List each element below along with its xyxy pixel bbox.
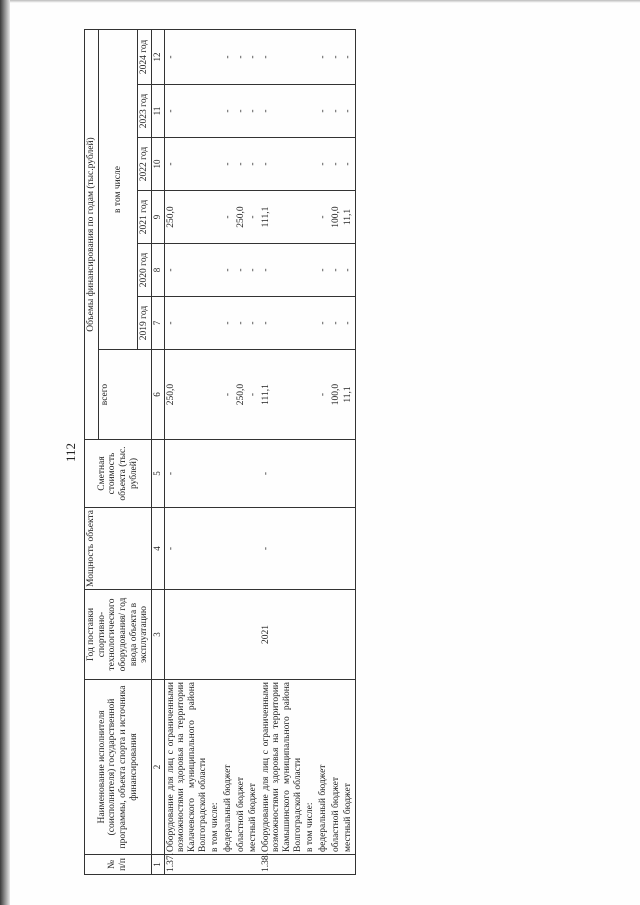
table-row-main xyxy=(260,29,305,874)
col-index: 2 xyxy=(151,680,164,855)
source-2022: - xyxy=(317,138,330,191)
row-total: 111,1 xyxy=(260,350,305,440)
row-number: 1.38. xyxy=(260,855,305,875)
source-2019: - xyxy=(330,297,343,350)
source-2022: - xyxy=(330,138,343,191)
header-2023: 2023 год xyxy=(138,85,152,138)
source-2022: - xyxy=(247,138,260,191)
table-row-local xyxy=(247,29,260,874)
source-total: - xyxy=(247,350,260,440)
row-2023: - xyxy=(260,85,305,138)
table-row-main xyxy=(164,29,209,874)
including-label: в том числе: xyxy=(209,680,222,855)
row-2021: 250,0 xyxy=(164,191,209,244)
header-2021: 2021 год xyxy=(138,191,152,244)
source-label: федеральный бюджет xyxy=(222,680,235,855)
table-row-regional xyxy=(330,29,343,874)
column-index-row xyxy=(151,29,164,874)
source-2022: - xyxy=(235,138,248,191)
col-index: 5 xyxy=(151,440,164,508)
table-row-local xyxy=(342,29,355,874)
row-total: 250,0 xyxy=(164,350,209,440)
source-2022: - xyxy=(222,138,235,191)
col-index: 12 xyxy=(151,29,164,84)
source-2023: - xyxy=(222,85,235,138)
source-2019: - xyxy=(222,297,235,350)
header-num: № п/п xyxy=(85,855,152,875)
table-row-including xyxy=(209,29,222,874)
source-label: областной бюджет xyxy=(235,680,248,855)
source-2021: - xyxy=(222,191,235,244)
col-index: 1 xyxy=(151,855,164,875)
source-label: местный бюджет xyxy=(342,680,355,855)
row-2022: - xyxy=(164,138,209,191)
source-2023: - xyxy=(247,85,260,138)
table-row-including xyxy=(304,29,317,874)
header-total: всего xyxy=(98,350,151,440)
row-year xyxy=(164,590,209,680)
col-index: 10 xyxy=(151,138,164,191)
source-total: - xyxy=(317,350,330,440)
col-index: 3 xyxy=(151,590,164,680)
table-row-federal xyxy=(222,29,235,874)
source-2020: - xyxy=(235,244,248,297)
source-2024: - xyxy=(330,29,343,84)
rotated-content xyxy=(60,30,525,875)
col-index: 11 xyxy=(151,85,164,138)
row-cost: - xyxy=(260,440,305,508)
header-2019: 2019 год xyxy=(138,297,152,350)
col-index: 6 xyxy=(151,350,164,440)
source-2023: - xyxy=(317,85,330,138)
source-2023: - xyxy=(235,85,248,138)
source-label: местный бюджет xyxy=(247,680,260,855)
source-2020: - xyxy=(247,244,260,297)
source-total: - xyxy=(222,350,235,440)
table-row-federal xyxy=(317,29,330,874)
row-2024: - xyxy=(164,29,209,84)
source-label: областной бюджет xyxy=(330,680,343,855)
row-2024: - xyxy=(260,29,305,84)
source-2019: - xyxy=(342,297,355,350)
header-cost: Сметная стоимость объекта (тыс. рублей) xyxy=(85,440,152,508)
source-2019: - xyxy=(235,297,248,350)
header-2024: 2024 год xyxy=(138,29,152,84)
source-power xyxy=(222,508,235,590)
col-index: 4 xyxy=(151,508,164,590)
row-power: - xyxy=(164,508,209,590)
source-label: федеральный бюджет xyxy=(317,680,330,855)
header-row-1 xyxy=(85,29,99,874)
header-including: в том числе xyxy=(98,29,138,349)
source-2021: 11,1 xyxy=(342,191,355,244)
row-name: Оборудование для лиц с ограниченными возможностями здоровья на территории Калачевского муниципального района Волгоградской области xyxy=(164,680,209,855)
row-number: 1.37. xyxy=(164,855,209,875)
scan-top-edge xyxy=(10,0,640,3)
source-2021: 250,0 xyxy=(235,191,248,244)
source-2021: 100,0 xyxy=(330,191,343,244)
source-2023: - xyxy=(342,85,355,138)
source-2024: - xyxy=(317,29,330,84)
source-total: 250,0 xyxy=(235,350,248,440)
header-power: Мощность объекта xyxy=(85,508,152,590)
source-2024: - xyxy=(235,29,248,84)
header-year: Год поставки спортивно-технологического оборудования/ год ввода объекта в эксплуатацию xyxy=(85,590,152,680)
source-2020: - xyxy=(342,244,355,297)
header-2020: 2020 год xyxy=(138,244,152,297)
row-2021: 111,1 xyxy=(260,191,305,244)
source-2020: - xyxy=(330,244,343,297)
col-index: 8 xyxy=(151,244,164,297)
row-name: Оборудование для лиц с ограниченными возможностями здоровья на территории Камышинского муниципального района Волгоградской области xyxy=(260,680,305,855)
source-2021: - xyxy=(247,191,260,244)
col-index: 7 xyxy=(151,297,164,350)
source-2024: - xyxy=(342,29,355,84)
header-2022: 2022 год xyxy=(138,138,152,191)
source-total: 11,1 xyxy=(342,350,355,440)
table-row-regional xyxy=(235,29,248,874)
source-2021: - xyxy=(317,191,330,244)
row-power: - xyxy=(260,508,305,590)
scan-shadow-edge xyxy=(0,0,10,905)
page-number: 112 xyxy=(63,442,78,463)
source-2022: - xyxy=(342,138,355,191)
row-2019: - xyxy=(164,297,209,350)
source-2024: - xyxy=(247,29,260,84)
source-total: 100,0 xyxy=(330,350,343,440)
source-2020: - xyxy=(222,244,235,297)
source-2019: - xyxy=(247,297,260,350)
source-2020: - xyxy=(317,244,330,297)
row-2019: - xyxy=(260,297,305,350)
row-cost: - xyxy=(164,440,209,508)
source-2023: - xyxy=(330,85,343,138)
source-2024: - xyxy=(222,29,235,84)
including-label: в том числе: xyxy=(304,680,317,855)
row-2020: - xyxy=(164,244,209,297)
row-2023: - xyxy=(164,85,209,138)
row-2022: - xyxy=(260,138,305,191)
col-index: 9 xyxy=(151,191,164,244)
table-body xyxy=(164,29,355,874)
row-year: 2021 xyxy=(260,590,305,680)
header-funding: Объемы финансирования по годам (тыс.рублей) xyxy=(85,29,99,439)
row-2020: - xyxy=(260,244,305,297)
header-name: Наименование исполнителя (соисполнителя) государственной программы, объекта спорта и источника финансирования xyxy=(85,680,152,855)
source-2019: - xyxy=(317,297,330,350)
financing-table xyxy=(84,29,356,875)
